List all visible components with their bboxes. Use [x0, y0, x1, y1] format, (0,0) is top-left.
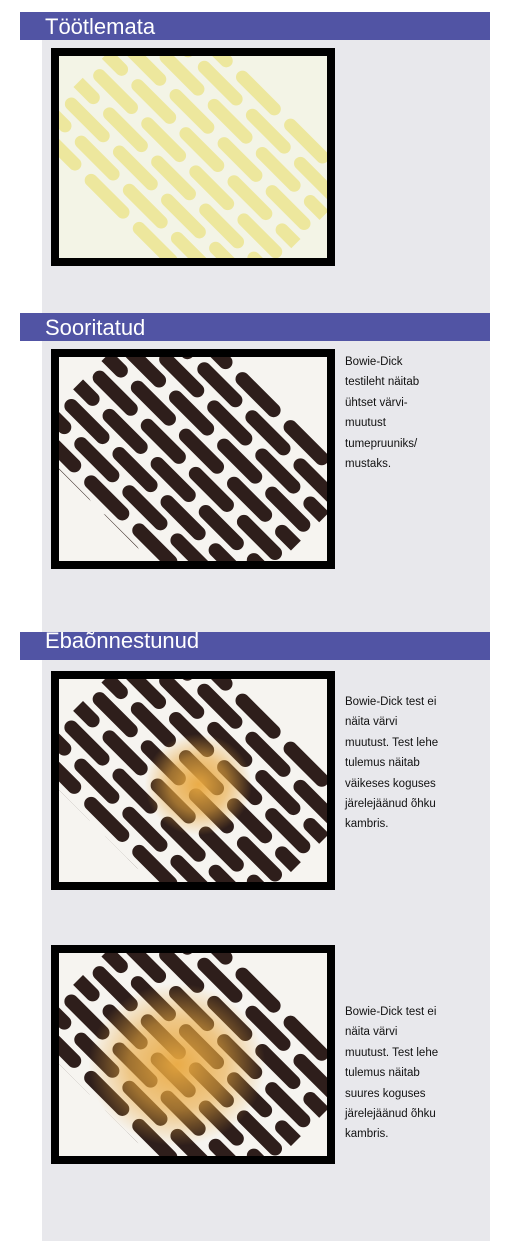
caption-line: Bowie-Dick test ei — [345, 1006, 437, 1018]
untreated-test-sheet-image — [51, 48, 335, 266]
caption-line: muutust. Test lehe — [345, 1046, 439, 1059]
caption-line: testileht näitab — [345, 376, 420, 389]
caption-line: näita värvi — [345, 716, 398, 729]
caption-line: ühtset värvi- — [345, 396, 408, 409]
section-title-failed: Ebaõnnestunud — [45, 628, 200, 653]
caption-line: tumepruuniks/ — [345, 437, 418, 450]
air-pocket-discoloration — [88, 983, 265, 1145]
passed-caption — [345, 352, 465, 474]
passed-test-sheet-image — [51, 349, 335, 569]
failed-small-caption — [345, 692, 465, 835]
air-pocket-discoloration — [145, 734, 252, 836]
section-header-untreated — [20, 12, 490, 40]
section-header-passed — [20, 313, 490, 341]
caption-line: tulemus näitab — [345, 757, 420, 770]
failed-large-caption — [345, 1002, 465, 1145]
caption-line: näita värvi — [345, 1026, 398, 1039]
failed-small-pattern — [59, 679, 327, 882]
untreated-pattern — [59, 56, 327, 258]
passed-pattern — [59, 357, 327, 561]
caption-line: järelejäänud õhku — [345, 1108, 436, 1121]
section-header-failed — [20, 628, 490, 660]
caption-line: Bowie-Dick test ei — [345, 696, 437, 708]
caption-line: kambris. — [345, 818, 389, 831]
caption-line: tulemus näitab — [345, 1067, 420, 1080]
section-title-passed: Sooritatud — [45, 315, 146, 340]
caption-line: järelejäänud õhku — [345, 798, 436, 811]
caption-line: kambris. — [345, 1128, 389, 1141]
failed-large-air-image — [51, 945, 335, 1164]
section-title-untreated: Töötlemata — [45, 14, 156, 39]
caption-line: muutust. Test lehe — [345, 736, 439, 749]
failed-small-air-image — [51, 671, 335, 890]
caption-line: mustaks. — [345, 458, 392, 471]
caption-line: muutust — [345, 417, 386, 430]
caption-line: väikeses koguses — [345, 777, 436, 790]
caption-line: Bowie-Dick — [345, 356, 403, 368]
failed-large-pattern — [59, 953, 327, 1156]
caption-line: suures koguses — [345, 1087, 426, 1100]
